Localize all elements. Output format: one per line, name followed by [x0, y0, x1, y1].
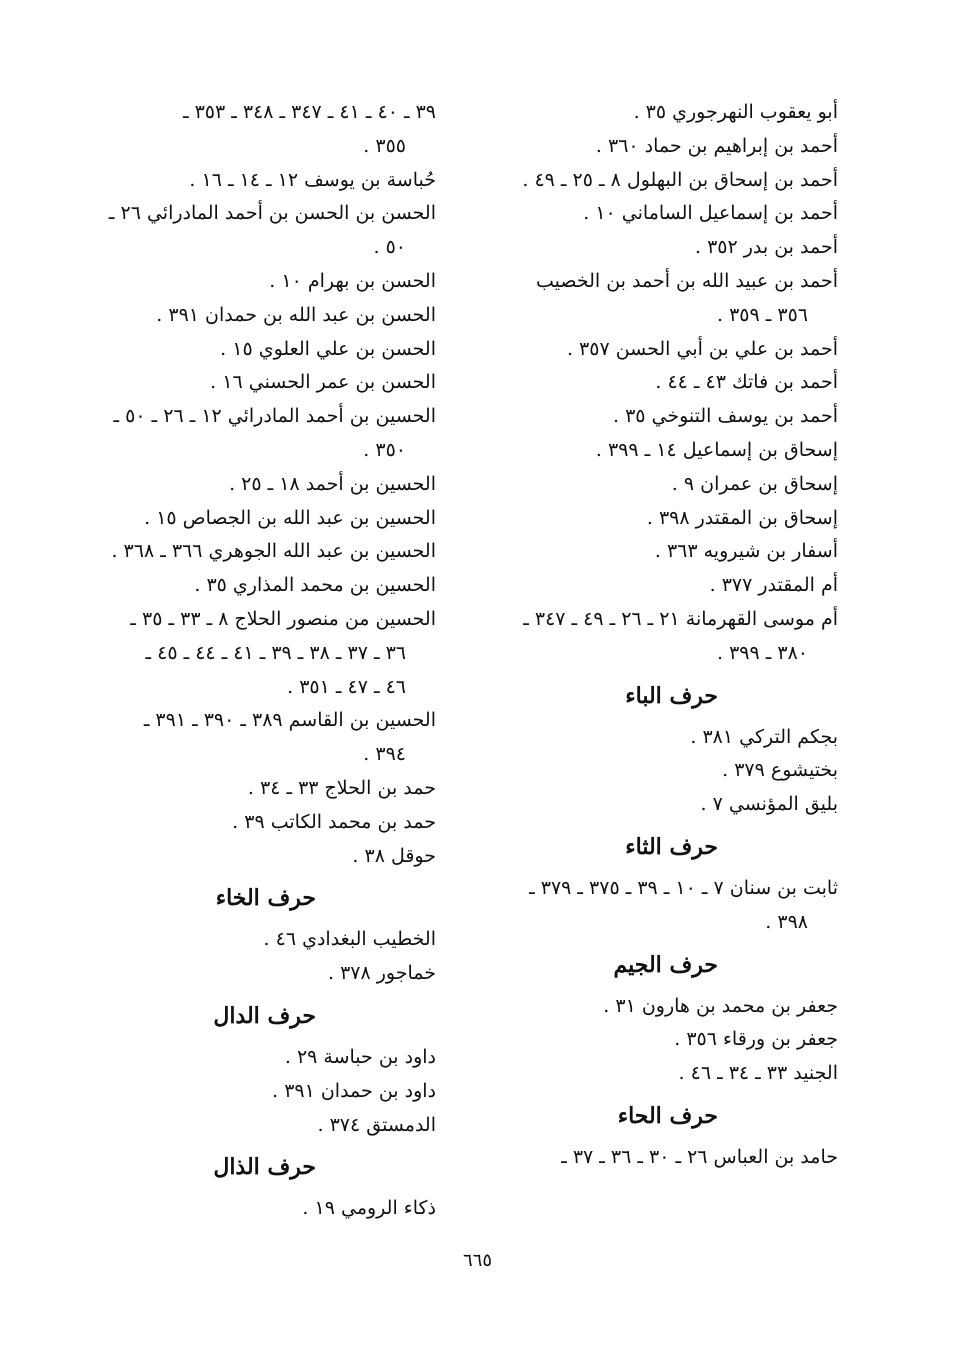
index-entry	[81, 806, 436, 840]
index-entry	[488, 535, 838, 569]
entry-text: الحسين بن أحمد ١٨ ـ ٢٥ .	[229, 472, 436, 495]
entry-text: أحمد بن عبيد الله بن أحمد بن الخصيب	[535, 269, 838, 292]
index-entry	[81, 1041, 436, 1075]
letter-heading: حرف الحاء	[617, 1102, 718, 1129]
entry-continuation: ٣٨٠ ـ ٣٩٩ .	[717, 641, 808, 664]
entry-text: حمد بن الحلاج ٣٣ ـ ٣٤ .	[247, 776, 436, 799]
index-entry	[488, 990, 838, 1024]
entry-text: أحمد بن بدر ٣٥٢ .	[694, 236, 838, 259]
index-entry	[488, 468, 838, 502]
index-entry	[81, 333, 436, 367]
index-column-left	[81, 96, 436, 1226]
index-entry	[81, 569, 436, 603]
letter-heading: حرف الذال	[213, 1154, 316, 1181]
entry-text: أسفار بن شيرويه ٣٦٣ .	[654, 540, 838, 563]
index-entry	[488, 569, 838, 603]
entry-text: ٣٩ ـ ٤٠ ـ ٤١ ـ ٣٤٧ ـ ٣٤٨ ـ ٣٥٣ ـ	[182, 101, 436, 123]
index-entry	[488, 1023, 838, 1057]
entry-text: جعفر بن محمد بن هارون ٣١ .	[603, 994, 838, 1017]
entry-text: أبو يعقوب النهرجوري ٣٥ .	[633, 101, 838, 123]
entry-text: الحسين بن عبد الله بن الجصاص ١٥ .	[144, 506, 436, 529]
index-entry	[488, 721, 838, 755]
entry-text: حمد بن محمد الكاتب ٣٩ .	[232, 810, 436, 833]
entry-text: الحسين بن عبد الله الجوهري ٣٦٦ ـ ٣٦٨ .	[111, 540, 436, 563]
entry-text: أحمد بن إسحاق بن البهلول ٨ ـ ٢٥ ـ ٤٩ .	[522, 168, 838, 191]
entry-text: أحمد بن يوسف التنوخي ٣٥ .	[612, 405, 838, 428]
index-entry	[488, 130, 838, 164]
entry-text: الحسن بن الحسن بن أحمد المادرائي ٢٦ ـ	[108, 202, 436, 225]
entry-continuation: ٣٥٥ .	[363, 134, 406, 157]
index-entry	[488, 400, 838, 434]
index-entry	[81, 704, 436, 772]
index-entry	[81, 164, 436, 198]
entry-text: ذكاء الرومي ١٩ .	[302, 1197, 436, 1220]
entry-text: الحسن بن عمر الحسني ١٦ .	[210, 371, 436, 394]
index-entry	[81, 299, 436, 333]
entry-text: أحمد بن إبراهيم بن حماد ٣٦٠ .	[595, 134, 838, 157]
index-entry	[81, 535, 436, 569]
letter-heading: حرف الخاء	[215, 885, 316, 912]
index-entry	[488, 754, 838, 788]
entry-text: بليق المؤنسي ٧ .	[700, 793, 838, 816]
index-entry	[488, 434, 838, 468]
entry-continuation: ٣٥٦ ـ ٣٥٩ .	[717, 303, 808, 326]
entry-continuation: ٣٥٠ .	[363, 438, 406, 461]
index-entry	[488, 502, 838, 536]
index-entry	[81, 840, 436, 874]
entry-text: الحسن بن علي العلوي ١٥ .	[220, 337, 436, 360]
letter-heading: حرف الدال	[213, 1002, 316, 1029]
entry-text: الحسن بن عبد الله بن حمدان ٣٩١ .	[156, 303, 436, 326]
index-entry	[81, 265, 436, 299]
entry-continuation: ٣٦ ـ ٣٧ ـ ٣٨ ـ ٣٩ ـ ٤١ ـ ٤٤ ـ ٤٥ ـ	[145, 641, 406, 664]
entry-text: الحسين بن القاسم ٣٨٩ ـ ٣٩٠ ـ ٣٩١ ـ	[143, 709, 436, 732]
letter-heading: حرف الباء	[625, 682, 718, 709]
index-entry	[81, 1192, 436, 1226]
entry-text: الجنيد ٣٣ ـ ٣٤ ـ ٤٦ .	[678, 1062, 838, 1085]
index-entry	[488, 164, 838, 198]
entry-continuation: ٣٩٨ .	[765, 910, 808, 933]
letter-heading: حرف الجيم	[613, 951, 718, 978]
index-entry	[81, 400, 436, 468]
index-entry	[81, 96, 436, 164]
page-number: ٦٦٥	[462, 1250, 492, 1271]
index-entry	[81, 957, 436, 991]
entry-text: حامد بن العباس ٢٦ ـ ٣٠ ـ ٣٦ ـ ٣٧ ـ	[561, 1145, 838, 1168]
entry-text: أم المقتدر ٣٧٧ .	[709, 574, 838, 597]
entry-text: ثابت بن سنان ٧ ـ ١٠ ـ ٣٩ ـ ٣٧٥ ـ ٣٧٩ ـ	[529, 876, 838, 899]
entry-text: جعفر بن ورقاء ٣٥٦ .	[674, 1028, 838, 1051]
index-entry	[488, 231, 838, 265]
entry-text: حُباسة بن يوسف ١٢ ـ ١٤ ـ ١٦ .	[189, 168, 436, 191]
entry-continuation: ٤٦ ـ ٤٧ ـ ٣٥١ .	[287, 675, 406, 698]
index-entry	[81, 197, 436, 265]
entry-text: أحمد بن علي بن أبي الحسن ٣٥٧ .	[566, 337, 838, 360]
entry-text: الحسن بن بهرام ١٠ .	[269, 269, 436, 292]
index-entry	[81, 502, 436, 536]
index-entry	[81, 366, 436, 400]
index-entry	[488, 788, 838, 822]
index-entry	[488, 366, 838, 400]
entry-continuation: ٣٩٤ .	[363, 743, 406, 766]
entry-text: أحمد بن إسماعيل الساماني ١٠ .	[583, 202, 838, 225]
entry-text: إسحاق بن عمران ٩ .	[671, 472, 838, 495]
entry-text: الخطيب البغدادي ٤٦ .	[263, 928, 436, 951]
index-column-right	[488, 96, 838, 1175]
entry-text: بختيشوع ٣٧٩ .	[722, 759, 838, 782]
index-entry	[488, 1057, 838, 1091]
index-entry	[81, 603, 436, 704]
index-entry	[488, 197, 838, 231]
letter-heading: حرف الثاء	[625, 833, 718, 860]
entry-text: إسحاق بن إسماعيل ١٤ ـ ٣٩٩ .	[595, 438, 838, 461]
entry-text: الدمستق ٣٧٤ .	[317, 1113, 436, 1136]
index-entry	[488, 603, 838, 671]
entry-continuation: ٥٠ .	[373, 236, 406, 259]
entry-text: حوقل ٣٨ .	[352, 844, 436, 867]
index-entry	[81, 1075, 436, 1109]
index-entry	[488, 96, 838, 130]
entry-text: داود بن حمدان ٣٩١ .	[272, 1079, 436, 1102]
entry-text: داود بن حباسة ٢٩ .	[284, 1045, 436, 1068]
entry-text: بجكم التركي ٣٨١ .	[690, 725, 838, 748]
entry-text: الحسين من منصور الحلاج ٨ ـ ٣٣ ـ ٣٥ ـ	[130, 607, 436, 630]
index-entry	[81, 468, 436, 502]
entry-text: خماجور ٣٧٨ .	[327, 962, 436, 985]
index-entry	[81, 923, 436, 957]
entry-text: إسحاق بن المقتدر ٣٩٨ .	[646, 506, 838, 529]
index-entry	[488, 265, 838, 333]
entry-text: الحسين بن أحمد المادرائي ١٢ ـ ٢٦ ـ ٥٠ ـ	[113, 405, 436, 428]
index-entry	[81, 772, 436, 806]
index-entry	[81, 1109, 436, 1143]
entry-text: أحمد بن فاتك ٤٣ ـ ٤٤ .	[655, 371, 838, 394]
index-entry	[488, 872, 838, 940]
index-entry	[488, 333, 838, 367]
entry-text: أم موسى القهرمانة ٢١ ـ ٢٦ ـ ٤٩ ـ ٣٤٧ ـ	[523, 607, 838, 630]
entry-text: الحسين بن محمد المذاري ٣٥ .	[194, 574, 436, 597]
index-entry	[488, 1141, 838, 1175]
